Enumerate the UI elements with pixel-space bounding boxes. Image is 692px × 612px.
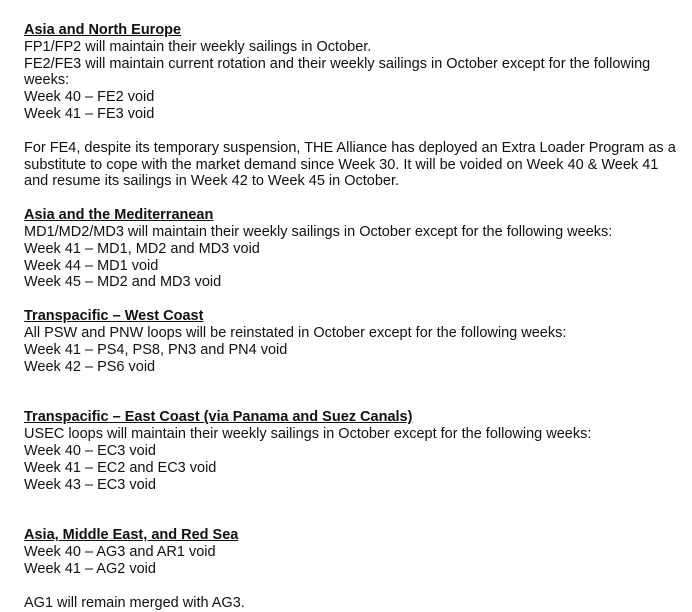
section-line: Week 41 – EC2 and EC3 void: [24, 459, 217, 476]
section-asia-north-europe: [24, 22, 676, 190]
section-line: Week 41 – FE3 void: [24, 105, 155, 122]
section-paragraph: For FE4, despite its temporary suspension, THE Alliance has deployed an Extra Loader Program as a substitute to cope with the market demand since Week 30. It will be voided on Week 40 & Week 41 and resume its sailings in Week 42 to Week 45 in October.: [24, 139, 676, 190]
section-line: Week 40 – FE2 void: [24, 89, 155, 106]
spacer: [24, 578, 676, 595]
section-line: Week 41 – AG2 void: [24, 560, 156, 577]
section-line: Week 41 – MD1, MD2 and MD3 void: [24, 240, 260, 257]
document-page: [24, 22, 676, 612]
spacer: [24, 493, 676, 527]
section-line: Week 40 – EC3 void: [24, 442, 156, 459]
section-line: MD1/MD2/MD3 will maintain their weekly sailings in October except for the following weeks:: [24, 223, 613, 240]
section-line: FP1/FP2 will maintain their weekly sailings in October.: [24, 38, 372, 55]
section-heading: Asia, Middle East, and Red Sea: [24, 527, 239, 544]
section-line: Week 42 – PS6 void: [24, 358, 156, 375]
section-paragraph: AG1 will remain merged with AG3.: [24, 594, 245, 611]
section-line: FE2/FE3 will maintain current rotation and their weekly sailings in October except for the following weeks:: [24, 55, 651, 89]
section-heading: Transpacific – West Coast: [24, 308, 204, 325]
section-line: Week 41 – PS4, PS8, PN3 and PN4 void: [24, 341, 288, 358]
spacer: [24, 190, 676, 207]
section-heading: Asia and the Mediterranean: [24, 207, 214, 224]
spacer: [24, 123, 676, 140]
section-transpacific-west-coast: [24, 308, 676, 375]
section-asia-middle-east-red-sea: [24, 527, 676, 611]
section-line: USEC loops will maintain their weekly sailings in October except for the following weeks:: [24, 426, 592, 443]
section-transpacific-east-coast: [24, 409, 676, 493]
section-line: Week 40 – AG3 and AR1 void: [24, 544, 216, 561]
spacer: [24, 291, 676, 308]
section-heading: Asia and North Europe: [24, 22, 182, 38]
section-line: Week 45 – MD2 and MD3 void: [24, 274, 222, 291]
section-line: Week 43 – EC3 void: [24, 476, 156, 493]
section-line: All PSW and PNW loops will be reinstated in October except for the following weeks:: [24, 324, 567, 341]
section-asia-mediterranean: [24, 207, 676, 291]
section-heading: Transpacific – East Coast (via Panama and Suez Canals): [24, 409, 413, 426]
spacer: [24, 375, 676, 409]
section-line: Week 44 – MD1 void: [24, 257, 159, 274]
